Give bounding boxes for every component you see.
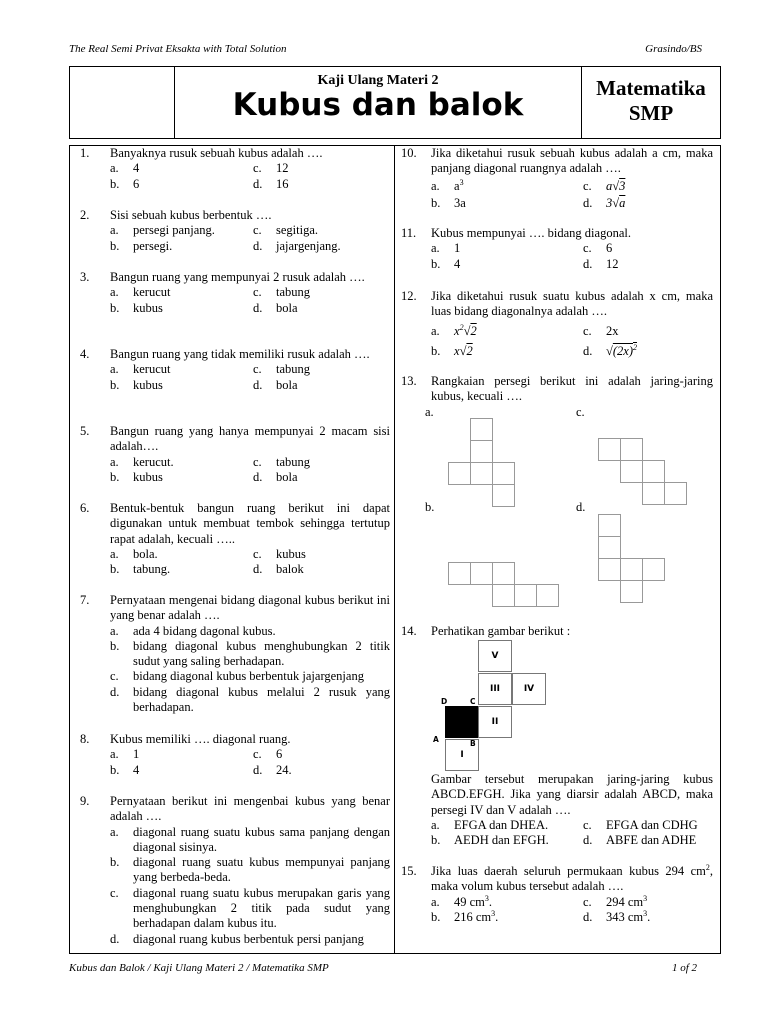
question-text: Pernyataan mengenai bidang diagonal kubus berikut ini yang benar adalah …. (110, 593, 390, 623)
option-d: 12 (606, 256, 619, 271)
question-15: 15. Jika luas daerah seluruh permukaan kubus 294 $cm^2$, maka volum kubus tersebut adalah …. a. 49 $cm^3$. c. 294 $cm^3$ b. 216 $cm^3$. d. 343 $cm^3$. (401, 862, 713, 924)
question-text: Bangun ruang yang tidak memiliki rusuk adalah …. (110, 347, 370, 361)
page-number: 1 of 2 (671, 962, 697, 974)
option-b: bidang diagonal kubus menghubungkan 2 titik sudut yang saling berhadapan. (133, 638, 390, 669)
question-text: Bentuk-bentuk bangun ruang berikut ini dapat digunakan untuk membuat tembok sehingga tertutup rapat adalah, kecuali ….. (110, 501, 390, 546)
question-8: 8. Kubus memiliki …. diagonal ruang. a. 1 c. 6 b. 4 d. 24. (80, 732, 390, 778)
option-a: $x^2√2$ (454, 322, 477, 338)
option-a: 49 $cm^3$. (454, 893, 493, 909)
cube-net-figure (433, 640, 550, 768)
option-c: segitiga. (276, 223, 319, 238)
option-b: kubus (133, 377, 163, 392)
header-right: Grasindo/BS (645, 43, 702, 55)
vertex-c: C (470, 697, 476, 706)
option-b: 4 (133, 762, 140, 777)
option-c: a√3 (606, 178, 626, 193)
option-c: 2x (606, 323, 619, 338)
option-a: $a^3$ (454, 177, 464, 193)
option-d: balok (276, 562, 304, 577)
question-text: Sisi sebuah kubus berbentuk …. (110, 208, 272, 222)
option-a: 1 (454, 241, 461, 256)
option-d: ABFE dan ADHE (606, 833, 697, 848)
question-6: 6. Bentuk-bentuk bangun ruang berikut ini dapat digunakan untuk membuat tembok sehingga tertutup rapat adalah, kecuali ….. a. bola. c. kubus b. tabung. d. balok (80, 501, 390, 577)
title-subtitle: Kaji Ulang Materi 2 (317, 73, 439, 88)
question-10: 10. Jika diketahui rusuk sebuah kubus adalah a cm, maka panjang diagonal ruangnya adalah …. a. $a^3$ c. a√3 b. 3a d. 3√a (401, 146, 713, 210)
option-a: ada 4 bidang dagonal kubus. (133, 623, 276, 638)
question-text: Jika luas daerah seluruh permukaan kubus 294 $cm^2$, maka volum kubus tersebut adalah …. (431, 862, 713, 894)
question-text: Bangun ruang yang hanya mempunyai 2 macam sisi adalah…. (110, 424, 390, 454)
option-c: tabung (276, 362, 311, 377)
option-d: bidang diagonal kubus melalui 2 rusuk yang berhadapan. (133, 684, 390, 715)
option-a: persegi panjang. (133, 223, 215, 238)
option-b: persegi. (133, 238, 173, 253)
option-b: 3a (454, 195, 466, 210)
net-square-i: I (445, 739, 479, 771)
net-square-iii: III (478, 673, 512, 705)
question-text: Kubus mempunyai …. bidang diagonal. (431, 226, 631, 240)
option-c: bidang diagonal kubus berbentuk jajargenjang (133, 669, 364, 684)
footer-left: Kubus dan Balok / Kaji Ulang Materi 2 / Matematika SMP (69, 962, 329, 974)
option-b: tabung. (133, 562, 171, 577)
option-c: 12 (276, 161, 289, 176)
option-b: x√2 (454, 343, 473, 358)
title-box (69, 66, 721, 139)
option-c: kubus (276, 546, 306, 561)
question-13: 13. Rangkaian persegi berikut ini adalah jaring-jaring kubus, kecuali …. (401, 374, 713, 404)
question-9: 9. Pernyataan berikut ini mengenbai kubus yang benar adalah …. a. diagonal ruang suatu kubus sama panjang dengan diagonal sisinya. b. diagonal ruang suatu kubus mempunyai panjang yang berbeda-beda. c. diagonal ruang suatu kubus merupakan garis yang menghubungkan 2 titik pada sudut yang berhadapan dalam kubus itu. d. diagonal ruang kubus berbentuk persi panjang (80, 794, 390, 946)
option-a: diagonal ruang suatu kubus sama panjang dengan diagonal sisinya. (133, 824, 390, 854)
option-d: 16 (276, 176, 289, 191)
net-square-v: V (478, 640, 512, 672)
option-b: kubus (133, 300, 163, 315)
net-square-shaded-abcd (445, 706, 479, 738)
net-square-ii: II (478, 706, 512, 738)
subject-level: SMP (628, 101, 674, 125)
question-3: 3. Bangun ruang yang mempunyai 2 rusuk adalah …. a. kerucut c. tabung b. kubus d. bola (80, 270, 390, 316)
option-b: AEDH dan EFGH. (454, 833, 549, 848)
question-text: Perhatikan gambar berikut : (431, 624, 571, 638)
subject-name: Matematika (596, 76, 706, 100)
question-14: 14. Perhatikan gambar berikut : (401, 624, 713, 639)
subject-cell (581, 67, 720, 138)
option-c: tabung (276, 285, 311, 300)
option-b: 4 (454, 256, 461, 271)
question-text: Kubus memiliki …. diagonal ruang. (110, 732, 291, 746)
option-d: 24. (276, 762, 292, 777)
option-a: kerucut (133, 362, 171, 377)
q13-label-c: c. (576, 405, 585, 419)
q13-label-d: d. (576, 500, 586, 514)
option-a: bola. (133, 546, 158, 561)
question-text: Jika diketahui rusuk suatu kubus adalah x cm, maka luas bidang diagonalnya adalah …. (431, 289, 713, 319)
option-d: 343 $cm^3$. (606, 908, 651, 924)
option-a: kerucut. (133, 454, 174, 469)
question-5: 5. Bangun ruang yang hanya mempunyai 2 macam sisi adalah…. a. kerucut. c. tabung b. kubus d. bola (80, 424, 390, 484)
option-d: $√(2x)^2$ (606, 342, 637, 358)
option-c: tabung (276, 454, 311, 469)
question-text: Banyaknya rusuk sebuah kubus adalah …. (110, 146, 323, 160)
question-text: Bangun ruang yang mempunyai 2 rusuk adalah …. (110, 270, 365, 284)
option-c: EFGA dan CDHG (606, 817, 698, 832)
question-text: Jika diketahui rusuk sebuah kubus adalah a cm, maka panjang diagonal ruangnya adalah …. (431, 146, 713, 176)
question-1: 1. Banyaknya rusuk sebuah kubus adalah …. a. 4 c. 12 b. 6 d. 16 (80, 146, 390, 192)
net-square-iv: IV (512, 673, 546, 705)
page-title: Kubus dan balok (232, 87, 524, 123)
vertex-d: D (441, 697, 448, 706)
question-text: Pernyataan berikut ini mengenbai kubus yang benar adalah …. (110, 794, 390, 824)
option-b: kubus (133, 469, 163, 484)
question-4: 4. Bangun ruang yang tidak memiliki rusuk adalah …. a. kerucut c. tabung b. kubus d. bola (80, 347, 390, 393)
question-7: 7. Pernyataan mengenai bidang diagonal kubus berikut ini yang benar adalah …. a. ada 4 bidang dagonal kubus. b. bidang diagonal kubus menghubungkan 2 titik sudut yang saling berhadapan. c. bidang diagonal kubus berbentuk jajargenjang d. bidang diagonal kubus melalui 2 rusuk yang berhadapan. (80, 593, 390, 715)
question-11: 11. Kubus mempunyai …. bidang diagonal. a. 1 c. 6 b. 4 d. 12 (401, 226, 713, 272)
vertex-a: A (433, 735, 439, 744)
option-d: 3√a (606, 195, 626, 210)
option-b: 216 $cm^3$. (454, 908, 499, 924)
option-c: diagonal ruang suatu kubus merupakan garis yang menghubungkan 2 titik pada sudut yang berhadapan dalam kubus itu. (133, 885, 390, 931)
question-number: 1. (80, 146, 90, 160)
question-12: 12. Jika diketahui rusuk suatu kubus adalah x cm, maka luas bidang diagonalnya adalah …. a. $x^2√2$ c. 2x b. x√2 d. $√(2x)^2$ (401, 289, 713, 361)
option-a: EFGA dan DHEA. (454, 817, 549, 832)
option-d: bola (276, 300, 298, 315)
option-d: diagonal ruang kubus berbentuk persi panjang (133, 931, 364, 946)
question-text: Rangkaian persegi berikut ini adalah jaring-jaring kubus, kecuali …. (431, 374, 713, 404)
option-d: bola (276, 377, 298, 392)
q13-label-a: a. (425, 405, 434, 419)
option-b: 6 (133, 176, 140, 191)
option-a: 1 (133, 747, 140, 762)
header-left: The Real Semi Privat Eksakta with Total Solution (69, 43, 287, 55)
question-14-body: Gambar tersebut merupakan jaring-jaring kubus ABCD.EFGH. Jika yang diarsir adalah ABCD, maka persegi IV dan V adalah …. a. EFGA dan DHEA. c. EFGA dan CDHG b. AEDH dan EFGH. d. ABFE dan ADHE (431, 772, 713, 848)
option-a: 4 (133, 161, 140, 176)
option-d: jajargenjang. (276, 238, 341, 253)
option-c: 6 (606, 241, 613, 256)
option-b: diagonal ruang suatu kubus mempunyai panjang yang berbeda-beda. (133, 855, 390, 885)
question-text: Gambar tersebut merupakan jaring-jaring kubus ABCD.EFGH. Jika yang diarsir adalah ABCD, maka persegi IV dan V adalah …. (431, 772, 713, 817)
option-c: 6 (276, 747, 283, 762)
question-2: 2. Sisi sebuah kubus berbentuk …. a. persegi panjang. c. segitiga. b. persegi. d. jajargenjang. (80, 208, 390, 254)
vertex-b: B (470, 739, 476, 748)
right-column (395, 145, 721, 954)
option-a: kerucut (133, 285, 171, 300)
option-c: 294 $cm^3$ (606, 893, 648, 909)
left-column (69, 145, 395, 954)
title-box-blank-cell (70, 67, 175, 138)
q13-label-b: b. (425, 500, 435, 514)
option-d: bola (276, 469, 298, 484)
